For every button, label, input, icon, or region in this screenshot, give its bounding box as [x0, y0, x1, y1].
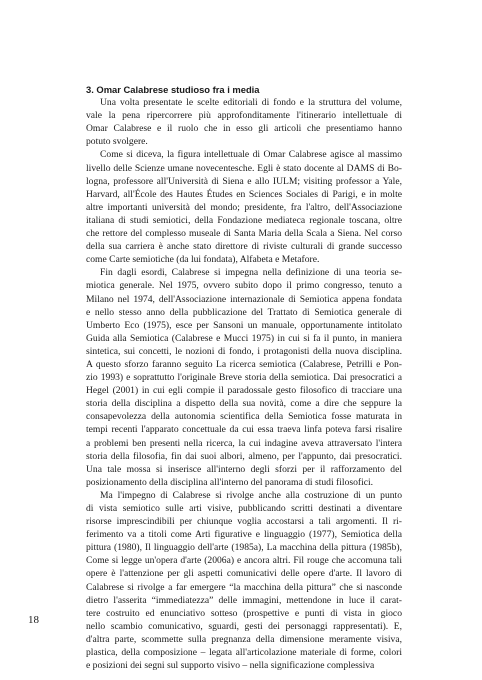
text-line: Ma l'impegno di Calabrese si rivolge anche alla costruzione di un punto — [100, 489, 402, 501]
text-line: tempi recenti l'apparato concettuale da cui essa traeva linfa poteva farsi risalire — [86, 424, 402, 436]
text-line: vale la pena ripercorrere più approfonditamente l'itinerario intellettuale di — [86, 110, 402, 122]
paragraph — [86, 489, 402, 672]
text-line: potuto svolgere. — [86, 136, 148, 148]
text-line: Guida alla Semiotica (Calabrese e Mucci 1975) in cui si fa il punto, in maniera — [86, 332, 402, 344]
text-line: consapevolezza della autonomia scientifica della Semiotica fosse maturata in — [86, 411, 402, 423]
body-text — [86, 83, 402, 672]
text-line: Milano nel 1974, dell'Associazione internazionale di Semiotica appena fondata — [86, 293, 402, 305]
text-line: nello scambio comunicativo, sguardi, gesti dei personaggi rappresentati). E, — [86, 620, 402, 632]
text-line: Harvard, all'École des Hautes Études en Sciences Sociales di Parigi, e in molte — [86, 188, 402, 200]
paragraph — [86, 148, 402, 266]
text-line: Fin dagli esordi, Calabrese si impegna nella definizione di una teoria se- — [100, 267, 402, 279]
section-heading: 3. Omar Calabrese studioso fra i media — [86, 84, 260, 95]
text-line: risorse imprescindibili per chiunque voglia accostarsi a tali argomenti. Il ri- — [86, 516, 402, 528]
text-line: che rettore del complesso museale di Santa Maria della Scala a Siena. Nel corso — [86, 228, 402, 240]
text-line: italiana di studi semiotici, della Fondazione mediateca regionale toscana, oltre — [86, 214, 402, 226]
text-line: opere è l'attenzione per gli aspetti comunicativi delle opere d'arte. Il lavoro di — [86, 568, 402, 580]
text-line: Hegel (2001) in cui egli compie il paradossale gesto filosofico di tracciare una — [86, 385, 402, 397]
page-number: 18 — [28, 614, 39, 626]
text-line: dietro l'asserita “immediatezza” delle immagini, mettendone in luce il carat- — [86, 594, 402, 606]
text-line: storia della filosofia, fin dai suoi albori, almeno, per l'appunto, dai presocratici. — [86, 450, 402, 462]
text-line: Una volta presentate le scelte editoriali di fondo e la struttura del volume, — [100, 97, 402, 109]
text-line: Umberto Eco (1975), esce per Sansoni un manuale, opportunamente intitolato — [86, 319, 402, 331]
text-line: come Carte semiotiche (da lui fondata), Alfabeta e Metafore. — [86, 254, 320, 266]
text-line: di vista semiotico sulle arti visive, pubblicando scritti destinati a diventare — [86, 503, 402, 514]
text-line: posizionamento della disciplina all'interno del panorama di studi filosofici. — [86, 476, 374, 488]
text-line: livello delle Scienze umane novecentesche. Egli è stato docente al DAMS di Bo- — [86, 162, 402, 174]
text-line: miotica generale. Nel 1975, ovvero subito dopo il primo congresso, tenuto a — [86, 280, 402, 292]
text-line: tere costruito ed enunciativo sotteso (prospettive e punti di vista in gioco — [86, 607, 402, 619]
text-line: Calabrese si rivolge a far emergere “la macchina della pittura” che si nasconde — [86, 581, 402, 593]
text-line: a problemi ben presenti nella ricerca, la cui indagine aveva attraversato l'intera — [86, 437, 402, 449]
text-line: ferimento va a titoli come Arti figurative e linguaggio (1977), Semiotica della — [86, 529, 402, 541]
text-line: Omar Calabrese e il ruolo che in esso gli articoli che presentiamo hanno — [86, 123, 402, 135]
text-line: logna, professore all'Università di Siena e allo IULM; visiting professor a Yale, — [86, 175, 402, 187]
paragraph — [86, 96, 402, 148]
text-line: della sua carriera è anche stato direttore di riviste culturali di grande successo — [86, 241, 402, 253]
text-line: pittura (1980), Il linguaggio dell'arte (1985a), La macchina della pittura (1985b), — [86, 542, 402, 554]
text-line: plastica, della composizione – legata all'articolazione materiale di forme, colori — [86, 647, 402, 659]
text-line: e nello stesso anno della pubblicazione del Trattato di Semiotica generale di — [86, 306, 402, 318]
text-line: A questo sforzo faranno seguito La ricerca semiotica (Calabrese, Petrilli e Pon- — [86, 358, 402, 370]
text-line: Come si legge un'opera d'arte (2006a) e ancora altri. Fil rouge che accomuna tali — [86, 555, 402, 567]
text-line: Una tale mossa si inserisce all'interno degli sforzi per il rafforzamento del — [86, 463, 402, 475]
text-line: altre importanti università del mondo; presidente, fra l'altro, dell'Associazione — [86, 201, 402, 213]
paragraph — [86, 266, 402, 489]
text-line: e posizioni dei segni sul supporto visivo – nella significazione complessiva — [86, 660, 375, 672]
text-line: zio 1993) e soprattutto l'originale Breve storia della semiotica. Dai presocratici a — [86, 372, 402, 384]
text-line: d'altra parte, scommette sulla pregnanza della dimensione meramente visiva, — [86, 633, 402, 645]
text-line: storia della disciplina a dispetto della sua novità, come a dire che seppure la — [86, 398, 402, 410]
text-line: Come si diceva, la figura intellettuale di Omar Calabrese agisce al massimo — [100, 149, 402, 161]
paragraphs-container — [86, 96, 402, 672]
text-line: sintetica, sui concetti, le nozioni di fondo, i protagonisti della nuova disciplina. — [86, 345, 402, 357]
